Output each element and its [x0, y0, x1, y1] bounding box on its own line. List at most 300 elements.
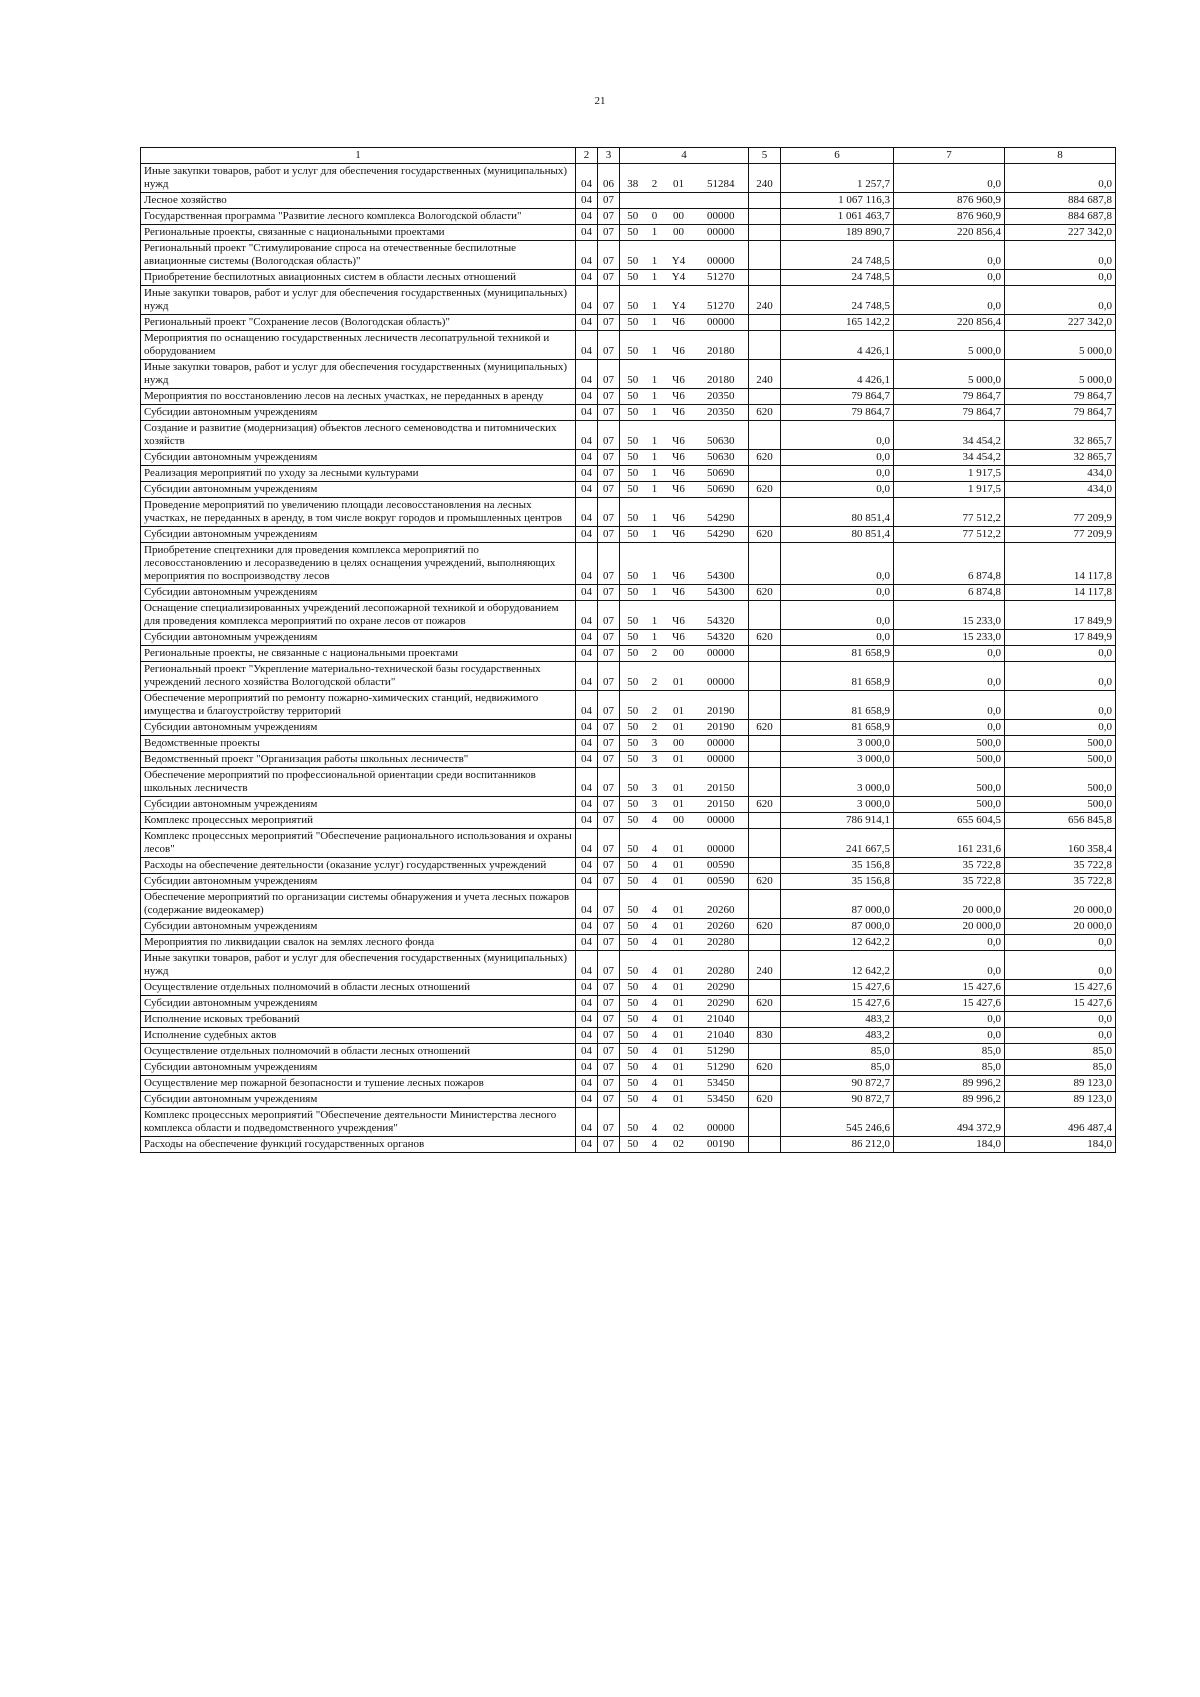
- row-program-code: 50: [620, 1108, 646, 1137]
- row-subsection: 07: [598, 421, 620, 450]
- row-section: 04: [576, 874, 598, 890]
- row-section: 04: [576, 421, 598, 450]
- row-expense-type: [749, 389, 781, 405]
- row-section: 04: [576, 996, 598, 1012]
- table-row: [141, 1108, 1116, 1137]
- row-expense-type: [749, 315, 781, 331]
- row-subsection: 07: [598, 858, 620, 874]
- row-type-code: 4: [646, 935, 664, 951]
- row-subsection: 07: [598, 1076, 620, 1092]
- row-amount-col-6: 0,0: [781, 421, 894, 450]
- row-subsection: 07: [598, 498, 620, 527]
- row-section: 04: [576, 1012, 598, 1028]
- row-section: 04: [576, 858, 598, 874]
- row-amount-col-6: 35 156,8: [781, 858, 894, 874]
- row-name: Исполнение судебных актов: [141, 1028, 576, 1044]
- row-amount-col-8: 79 864,7: [1005, 389, 1116, 405]
- row-direction-code: 50630: [694, 450, 749, 466]
- row-amount-col-6: 1 257,7: [781, 164, 894, 193]
- row-subsection: 07: [598, 1028, 620, 1044]
- row-expense-type: [749, 241, 781, 270]
- row-section: 04: [576, 498, 598, 527]
- row-direction-code: 20280: [694, 951, 749, 980]
- row-project-code: 02: [664, 1137, 694, 1153]
- row-program-code: 38: [620, 164, 646, 193]
- row-amount-col-7: 161 231,6: [894, 829, 1005, 858]
- row-name: Обеспечение мероприятий по ремонту пожарно-химических станций, недвижимого имущества и благоустройству территорий: [141, 691, 576, 720]
- row-amount-col-7: 0,0: [894, 270, 1005, 286]
- row-project-code: 02: [664, 1108, 694, 1137]
- row-subsection: 07: [598, 919, 620, 935]
- table-row: [141, 813, 1116, 829]
- row-expense-type: 620: [749, 482, 781, 498]
- row-program-code: 50: [620, 1060, 646, 1076]
- row-expense-type: [749, 980, 781, 996]
- row-amount-col-8: 0,0: [1005, 646, 1116, 662]
- row-amount-col-6: 12 642,2: [781, 935, 894, 951]
- row-direction-code: 51290: [694, 1060, 749, 1076]
- row-program-code: 50: [620, 980, 646, 996]
- row-type-code: 4: [646, 919, 664, 935]
- row-program-code: 50: [620, 829, 646, 858]
- row-direction-code: 20290: [694, 980, 749, 996]
- table-row: [141, 768, 1116, 797]
- row-direction-code: 20260: [694, 919, 749, 935]
- row-project-code: 01: [664, 691, 694, 720]
- row-project-code: Ч6: [664, 389, 694, 405]
- row-amount-col-6: 1 061 463,7: [781, 209, 894, 225]
- row-subsection: 07: [598, 315, 620, 331]
- row-program-code: 50: [620, 768, 646, 797]
- row-direction-code: 20190: [694, 720, 749, 736]
- row-section: 04: [576, 164, 598, 193]
- row-direction-code: 51290: [694, 1044, 749, 1060]
- row-name: Региональные проекты, связанные с национальными проектами: [141, 225, 576, 241]
- row-section: 04: [576, 919, 598, 935]
- row-project-code: Ч6: [664, 405, 694, 421]
- row-expense-type: [749, 209, 781, 225]
- row-amount-col-6: 483,2: [781, 1028, 894, 1044]
- row-program-code: 50: [620, 360, 646, 389]
- row-project-code: 00: [664, 225, 694, 241]
- row-name: Субсидии автономным учреждениям: [141, 630, 576, 646]
- row-type-code: 4: [646, 890, 664, 919]
- row-amount-col-6: 15 427,6: [781, 980, 894, 996]
- table-row: [141, 543, 1116, 585]
- row-subsection: 07: [598, 768, 620, 797]
- row-project-code: 01: [664, 1044, 694, 1060]
- row-section: 04: [576, 813, 598, 829]
- row-amount-col-6: 0,0: [781, 482, 894, 498]
- table-row: [141, 1076, 1116, 1092]
- row-amount-col-6: 0,0: [781, 630, 894, 646]
- row-direction-code: 21040: [694, 1028, 749, 1044]
- row-type-code: 4: [646, 1028, 664, 1044]
- row-program-code: 50: [620, 890, 646, 919]
- row-amount-col-6: 90 872,7: [781, 1092, 894, 1108]
- row-amount-col-6: 15 427,6: [781, 996, 894, 1012]
- row-amount-col-6: 3 000,0: [781, 797, 894, 813]
- row-amount-col-7: 0,0: [894, 646, 1005, 662]
- row-name: Ведомственный проект "Организация работы школьных лесничеств": [141, 752, 576, 768]
- row-amount-col-6: 80 851,4: [781, 498, 894, 527]
- row-name: Создание и развитие (модернизация) объектов лесного семеноводства и питомнических хозяйств: [141, 421, 576, 450]
- row-amount-col-8: 434,0: [1005, 466, 1116, 482]
- table-row: [141, 389, 1116, 405]
- row-section: 04: [576, 466, 598, 482]
- row-type-code: 2: [646, 646, 664, 662]
- row-project-code: 01: [664, 1060, 694, 1076]
- row-name: Осуществление отдельных полномочий в области лесных отношений: [141, 980, 576, 996]
- row-subsection: 07: [598, 935, 620, 951]
- row-direction-code: 20260: [694, 890, 749, 919]
- row-direction-code: 00000: [694, 813, 749, 829]
- row-subsection: 07: [598, 813, 620, 829]
- row-amount-col-8: 17 849,9: [1005, 630, 1116, 646]
- row-amount-col-6: 1 067 116,3: [781, 193, 894, 209]
- table-row: [141, 225, 1116, 241]
- row-project-code: Ч6: [664, 421, 694, 450]
- row-name: Расходы на обеспечение функций государственных органов: [141, 1137, 576, 1153]
- row-subsection: 07: [598, 630, 620, 646]
- row-name: Оснащение специализированных учреждений лесопожарной техникой и оборудованием для проведения комплекса мероприятий по охране лесов от пожаров: [141, 601, 576, 630]
- row-name: Иные закупки товаров, работ и услуг для обеспечения государственных (муниципальных) нужд: [141, 951, 576, 980]
- table-row: [141, 585, 1116, 601]
- row-name: Иные закупки товаров, работ и услуг для обеспечения государственных (муниципальных) нужд: [141, 360, 576, 389]
- header-row: [141, 148, 1116, 164]
- row-amount-col-8: 15 427,6: [1005, 980, 1116, 996]
- row-expense-type: [749, 225, 781, 241]
- row-section: 04: [576, 980, 598, 996]
- row-amount-col-7: 20 000,0: [894, 919, 1005, 935]
- row-expense-type: 620: [749, 405, 781, 421]
- row-project-code: Ч6: [664, 585, 694, 601]
- row-amount-col-8: 884 687,8: [1005, 193, 1116, 209]
- row-type-code: 2: [646, 662, 664, 691]
- row-direction-code: 00000: [694, 241, 749, 270]
- row-type-code: 1: [646, 241, 664, 270]
- row-direction-code: 00000: [694, 646, 749, 662]
- row-amount-col-7: 0,0: [894, 691, 1005, 720]
- row-type-code: 1: [646, 466, 664, 482]
- row-project-code: 00: [664, 813, 694, 829]
- row-name: Мероприятия по оснащению государственных лесничеств лесопатрульной техникой и оборудованием: [141, 331, 576, 360]
- table-row: [141, 996, 1116, 1012]
- row-amount-col-7: 0,0: [894, 720, 1005, 736]
- row-direction-code: 51270: [694, 270, 749, 286]
- row-project-code: 01: [664, 720, 694, 736]
- row-amount-col-7: 79 864,7: [894, 405, 1005, 421]
- row-amount-col-7: 34 454,2: [894, 450, 1005, 466]
- row-section: 04: [576, 543, 598, 585]
- row-direction-code: 20350: [694, 405, 749, 421]
- row-project-code: 01: [664, 935, 694, 951]
- row-program-code: 50: [620, 1137, 646, 1153]
- row-name: Исполнение исковых требований: [141, 1012, 576, 1028]
- row-subsection: 07: [598, 720, 620, 736]
- row-expense-type: [749, 270, 781, 286]
- row-amount-col-7: 85,0: [894, 1044, 1005, 1060]
- table-row: [141, 1092, 1116, 1108]
- row-amount-col-7: 500,0: [894, 736, 1005, 752]
- row-program-code: 50: [620, 270, 646, 286]
- row-project-code: 01: [664, 919, 694, 935]
- row-project-code: Ч6: [664, 498, 694, 527]
- row-direction-code: 00000: [694, 225, 749, 241]
- row-type-code: 1: [646, 360, 664, 389]
- row-subsection: 07: [598, 752, 620, 768]
- row-amount-col-7: 500,0: [894, 768, 1005, 797]
- row-expense-type: [749, 601, 781, 630]
- row-subsection: 07: [598, 405, 620, 421]
- row-direction-code: 00000: [694, 829, 749, 858]
- row-expense-type: 240: [749, 164, 781, 193]
- row-amount-col-6: 81 658,9: [781, 720, 894, 736]
- table-row: [141, 951, 1116, 980]
- row-amount-col-7: 500,0: [894, 752, 1005, 768]
- row-expense-type: [749, 691, 781, 720]
- row-amount-col-6: 81 658,9: [781, 691, 894, 720]
- row-program-code: 50: [620, 286, 646, 315]
- row-expense-type: [749, 498, 781, 527]
- row-direction-code: 51284: [694, 164, 749, 193]
- row-type-code: 4: [646, 1108, 664, 1137]
- row-expense-type: 620: [749, 797, 781, 813]
- header-col-2: 2: [576, 148, 598, 164]
- row-program-code: 50: [620, 225, 646, 241]
- row-program-code: 50: [620, 1012, 646, 1028]
- row-direction-code: 20180: [694, 360, 749, 389]
- row-program-code: 50: [620, 858, 646, 874]
- row-amount-col-8: 0,0: [1005, 662, 1116, 691]
- row-direction-code: 21040: [694, 1012, 749, 1028]
- row-direction-code: 50690: [694, 482, 749, 498]
- row-expense-type: 620: [749, 1092, 781, 1108]
- row-project-code: 01: [664, 829, 694, 858]
- row-amount-col-7: 494 372,9: [894, 1108, 1005, 1137]
- row-program-code: 50: [620, 630, 646, 646]
- row-program-code: 50: [620, 752, 646, 768]
- row-amount-col-6: 0,0: [781, 450, 894, 466]
- row-name: Комплекс процессных мероприятий "Обеспечение деятельности Министерства лесного комплекса области и подведомственного учреждения": [141, 1108, 576, 1137]
- row-amount-col-6: 81 658,9: [781, 646, 894, 662]
- row-direction-code: 54320: [694, 601, 749, 630]
- row-amount-col-7: 876 960,9: [894, 209, 1005, 225]
- row-amount-col-7: 655 604,5: [894, 813, 1005, 829]
- row-expense-type: [749, 890, 781, 919]
- table-body: [141, 164, 1116, 1153]
- row-direction-code: 53450: [694, 1092, 749, 1108]
- row-amount-col-7: 876 960,9: [894, 193, 1005, 209]
- row-amount-col-6: 189 890,7: [781, 225, 894, 241]
- row-program-code: [620, 193, 646, 209]
- table-row: [141, 527, 1116, 543]
- row-type-code: 3: [646, 797, 664, 813]
- row-amount-col-8: 0,0: [1005, 164, 1116, 193]
- table-row: [141, 720, 1116, 736]
- row-name: Приобретение беспилотных авиационных систем в области лесных отношений: [141, 270, 576, 286]
- row-expense-type: 620: [749, 919, 781, 935]
- table-row: [141, 1028, 1116, 1044]
- row-amount-col-8: 0,0: [1005, 286, 1116, 315]
- row-subsection: 07: [598, 1137, 620, 1153]
- row-type-code: 1: [646, 450, 664, 466]
- row-expense-type: [749, 829, 781, 858]
- row-section: 04: [576, 209, 598, 225]
- row-subsection: 07: [598, 1044, 620, 1060]
- row-program-code: 50: [620, 466, 646, 482]
- header-col-3: 3: [598, 148, 620, 164]
- row-amount-col-8: 184,0: [1005, 1137, 1116, 1153]
- row-name: Региональный проект "Укрепление материально-технической базы государственных учреждений лесного хозяйства Вологодской области": [141, 662, 576, 691]
- row-subsection: 07: [598, 951, 620, 980]
- row-name: Ведомственные проекты: [141, 736, 576, 752]
- row-direction-code: [694, 193, 749, 209]
- row-name: Субсидии автономным учреждениям: [141, 450, 576, 466]
- row-subsection: 07: [598, 662, 620, 691]
- row-amount-col-8: 77 209,9: [1005, 527, 1116, 543]
- row-name: Лесное хозяйство: [141, 193, 576, 209]
- row-amount-col-6: 87 000,0: [781, 919, 894, 935]
- row-type-code: 2: [646, 164, 664, 193]
- row-direction-code: 53450: [694, 1076, 749, 1092]
- row-name: Региональный проект "Стимулирование спроса на отечественные беспилотные авиационные системы (Вологодская область)": [141, 241, 576, 270]
- row-amount-col-8: 79 864,7: [1005, 405, 1116, 421]
- row-project-code: 01: [664, 890, 694, 919]
- row-type-code: 4: [646, 980, 664, 996]
- row-expense-type: [749, 1108, 781, 1137]
- row-direction-code: 54320: [694, 630, 749, 646]
- row-direction-code: 20290: [694, 996, 749, 1012]
- row-type-code: 1: [646, 585, 664, 601]
- row-expense-type: 620: [749, 1060, 781, 1076]
- row-name: Государственная программа "Развитие лесного комплекса Вологодской области": [141, 209, 576, 225]
- row-type-code: 4: [646, 858, 664, 874]
- table-row: [141, 630, 1116, 646]
- row-name: Региональный проект "Сохранение лесов (Вологодская область)": [141, 315, 576, 331]
- row-project-code: 01: [664, 1012, 694, 1028]
- row-type-code: 4: [646, 1060, 664, 1076]
- row-project-code: Y4: [664, 270, 694, 286]
- row-program-code: 50: [620, 813, 646, 829]
- header-col-5: 5: [749, 148, 781, 164]
- row-type-code: 4: [646, 829, 664, 858]
- row-program-code: 50: [620, 498, 646, 527]
- row-name: Проведение мероприятий по увеличению площади лесовосстановления на лесных участках, не переданных в аренду, в том числе вокруг городов и промышленных центров: [141, 498, 576, 527]
- row-direction-code: 54300: [694, 585, 749, 601]
- row-amount-col-7: 85,0: [894, 1060, 1005, 1076]
- row-amount-col-8: 14 117,8: [1005, 543, 1116, 585]
- row-type-code: 3: [646, 736, 664, 752]
- row-program-code: 50: [620, 646, 646, 662]
- row-subsection: 07: [598, 331, 620, 360]
- row-name: Комплекс процессных мероприятий "Обеспечение рационального использования и охраны лесов": [141, 829, 576, 858]
- row-direction-code: 20180: [694, 331, 749, 360]
- row-direction-code: 20190: [694, 691, 749, 720]
- table-row: [141, 1044, 1116, 1060]
- row-name: Иные закупки товаров, работ и услуг для обеспечения государственных (муниципальных) нужд: [141, 286, 576, 315]
- row-name: Субсидии автономным учреждениям: [141, 585, 576, 601]
- row-amount-col-8: 227 342,0: [1005, 225, 1116, 241]
- row-project-code: Ч6: [664, 331, 694, 360]
- row-amount-col-8: 17 849,9: [1005, 601, 1116, 630]
- row-type-code: 1: [646, 225, 664, 241]
- row-amount-col-7: 0,0: [894, 662, 1005, 691]
- row-direction-code: 20280: [694, 935, 749, 951]
- row-subsection: 06: [598, 164, 620, 193]
- row-section: 04: [576, 331, 598, 360]
- row-project-code: 01: [664, 1028, 694, 1044]
- table-row: [141, 1060, 1116, 1076]
- row-amount-col-6: 35 156,8: [781, 874, 894, 890]
- row-amount-col-8: 0,0: [1005, 270, 1116, 286]
- row-amount-col-7: 0,0: [894, 164, 1005, 193]
- row-amount-col-7: 77 512,2: [894, 527, 1005, 543]
- row-direction-code: 54300: [694, 543, 749, 585]
- row-program-code: 50: [620, 1028, 646, 1044]
- table-row: [141, 482, 1116, 498]
- row-program-code: 50: [620, 662, 646, 691]
- table-row: [141, 890, 1116, 919]
- row-expense-type: [749, 662, 781, 691]
- row-amount-col-8: 496 487,4: [1005, 1108, 1116, 1137]
- row-amount-col-8: 35 722,8: [1005, 874, 1116, 890]
- row-program-code: 50: [620, 482, 646, 498]
- row-amount-col-8: 35 722,8: [1005, 858, 1116, 874]
- row-type-code: 1: [646, 331, 664, 360]
- row-amount-col-6: 3 000,0: [781, 752, 894, 768]
- row-amount-col-7: 0,0: [894, 935, 1005, 951]
- row-section: 04: [576, 890, 598, 919]
- row-name: Региональные проекты, не связанные с национальными проектами: [141, 646, 576, 662]
- row-subsection: 07: [598, 193, 620, 209]
- row-subsection: 07: [598, 225, 620, 241]
- row-section: 04: [576, 1108, 598, 1137]
- row-expense-type: [749, 646, 781, 662]
- row-expense-type: 620: [749, 630, 781, 646]
- row-amount-col-8: 5 000,0: [1005, 331, 1116, 360]
- row-amount-col-6: 24 748,5: [781, 270, 894, 286]
- row-name: Расходы на обеспечение деятельности (оказание услуг) государственных учреждений: [141, 858, 576, 874]
- row-type-code: 1: [646, 315, 664, 331]
- row-amount-col-8: 89 123,0: [1005, 1092, 1116, 1108]
- row-name: Субсидии автономным учреждениям: [141, 1060, 576, 1076]
- row-amount-col-7: 77 512,2: [894, 498, 1005, 527]
- row-amount-col-6: 79 864,7: [781, 389, 894, 405]
- row-section: 04: [576, 797, 598, 813]
- row-expense-type: [749, 813, 781, 829]
- row-direction-code: 00590: [694, 874, 749, 890]
- row-amount-col-7: 184,0: [894, 1137, 1005, 1153]
- row-type-code: 1: [646, 630, 664, 646]
- row-amount-col-6: 24 748,5: [781, 286, 894, 315]
- row-type-code: 3: [646, 768, 664, 797]
- row-amount-col-7: 15 427,6: [894, 996, 1005, 1012]
- row-section: 04: [576, 630, 598, 646]
- row-program-code: 50: [620, 874, 646, 890]
- row-amount-col-7: 1 917,5: [894, 466, 1005, 482]
- row-section: 04: [576, 315, 598, 331]
- row-type-code: 0: [646, 209, 664, 225]
- row-type-code: 1: [646, 498, 664, 527]
- table-row: [141, 662, 1116, 691]
- row-program-code: 50: [620, 720, 646, 736]
- row-section: 04: [576, 1060, 598, 1076]
- row-subsection: 07: [598, 482, 620, 498]
- row-amount-col-8: 32 865,7: [1005, 450, 1116, 466]
- row-amount-col-8: 434,0: [1005, 482, 1116, 498]
- row-name: Субсидии автономным учреждениям: [141, 405, 576, 421]
